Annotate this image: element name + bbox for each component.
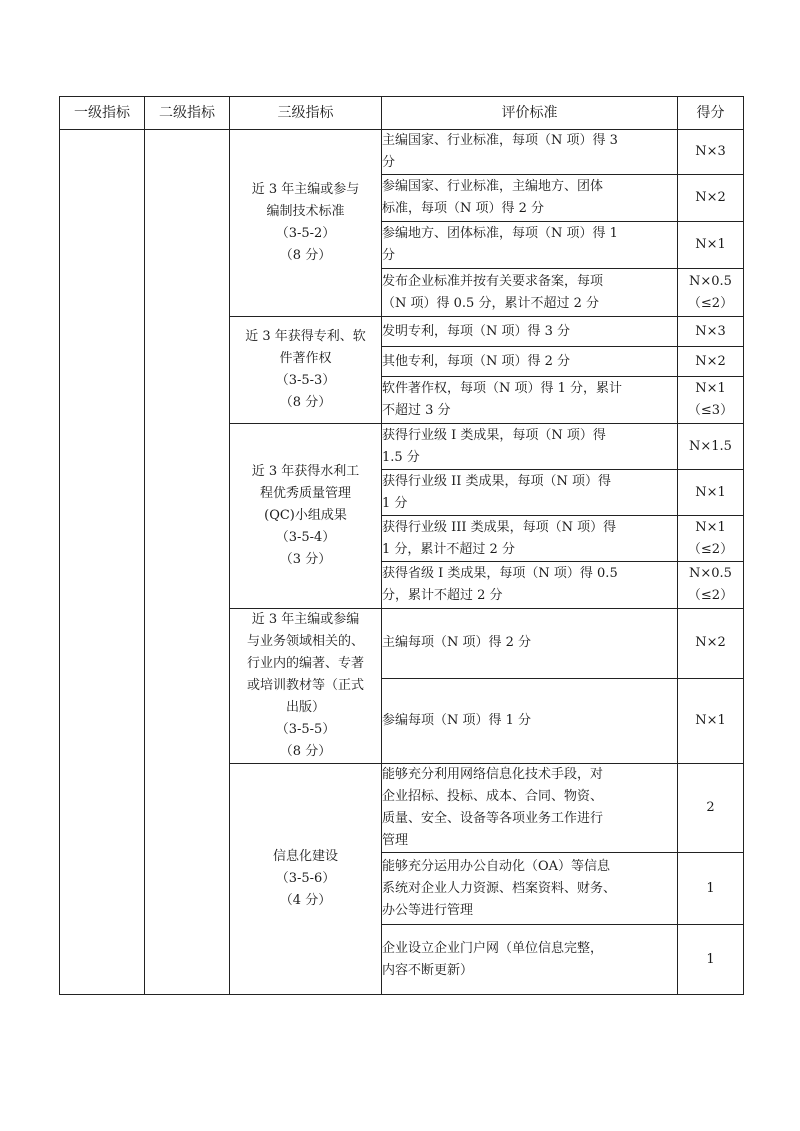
score-cell: 1 [678,853,744,925]
header-row [60,97,744,130]
header-score: 得分 [678,97,744,130]
criterion-cell: 参编每项（N 项）得 1 分 [382,678,678,763]
criterion-cell: 主编每项（N 项）得 2 分 [382,609,678,679]
criterion-cell: 获得行业级 III 类成果，每项（N 项）得 1 分，累计不超过 2 分 [382,516,678,562]
score-cell: N×1 [678,678,744,763]
score-cell: N×1.5 [678,424,744,470]
criterion-cell: 发布企业标准并按有关要求备案，每项 （N 项）得 0.5 分，累计不超过 2 分 [382,269,678,317]
criterion-cell: 参编国家、行业标准，主编地方、团体 标准，每项（N 项）得 2 分 [382,175,678,222]
score-cell: N×3 [678,317,744,347]
level1-indicator-cell [60,130,145,995]
score-cell: N×1 [678,470,744,516]
header-level3-indicator: 三级指标 [230,97,382,130]
criterion-cell: 参编地方、团体标准，每项（N 项）得 1 分 [382,222,678,269]
criterion-cell: 软件著作权，每项（N 项）得 1 分，累计 不超过 3 分 [382,377,678,424]
criterion-cell: 主编国家、行业标准，每项（N 项）得 3 分 [382,130,678,175]
criterion-cell: 其他专利，每项（N 项）得 2 分 [382,347,678,377]
level3-indicator-cell: 近 3 年获得专利、软 件著作权 （3-5-3） （8 分） [230,317,382,424]
evaluation-table [59,96,744,995]
criterion-cell: 企业设立企业门户网（单位信息完整， 内容不断更新） [382,925,678,995]
table-row [60,130,744,175]
score-cell: N×2 [678,175,744,222]
score-cell: N×2 [678,609,744,679]
criterion-cell: 获得行业级 II 类成果，每项（N 项）得 1 分 [382,470,678,516]
score-cell: N×1 [678,222,744,269]
level3-indicator-cell: 近 3 年主编或参与 编制技术标准 （3-5-2） （8 分） [230,130,382,317]
level3-indicator-cell: 近 3 年获得水利工 程优秀质量管理 (QC)小组成果 （3-5-4） （3 分） [230,424,382,609]
header-level1-indicator: 一级指标 [60,97,145,130]
score-cell: 1 [678,925,744,995]
score-cell: N×0.5 （≤2） [678,562,744,609]
criterion-cell: 获得省级 I 类成果，每项（N 项）得 0.5 分，累计不超过 2 分 [382,562,678,609]
level3-indicator-cell: 信息化建设 （3-5-6） （4 分） [230,764,382,995]
criterion-cell: 能够充分运用办公自动化（OA）等信息 系统对企业人力资源、档案资料、财务、 办公等进行管理 [382,853,678,925]
criterion-cell: 发明专利，每项（N 项）得 3 分 [382,317,678,347]
header-evaluation-criteria: 评价标准 [382,97,678,130]
score-cell: 2 [678,764,744,853]
level3-indicator-cell: 近 3 年主编或参编 与业务领域相关的、 行业内的编著、专著 或培训教材等（正式 出版） （3-5-5） （8 分） [230,609,382,764]
header-level2-indicator: 二级指标 [145,97,230,130]
criterion-cell: 获得行业级 I 类成果，每项（N 项）得 1.5 分 [382,424,678,470]
score-cell: N×0.5 （≤2） [678,269,744,317]
level2-indicator-cell [145,130,230,995]
score-cell: N×1 （≤3） [678,377,744,424]
score-cell: N×2 [678,347,744,377]
criterion-cell: 能够充分利用网络信息化技术手段，对 企业招标、投标、成本、合同、物资、 质量、安全、设备等各项业务工作进行 管理 [382,764,678,853]
score-cell: N×1 （≤2） [678,516,744,562]
score-cell: N×3 [678,130,744,175]
